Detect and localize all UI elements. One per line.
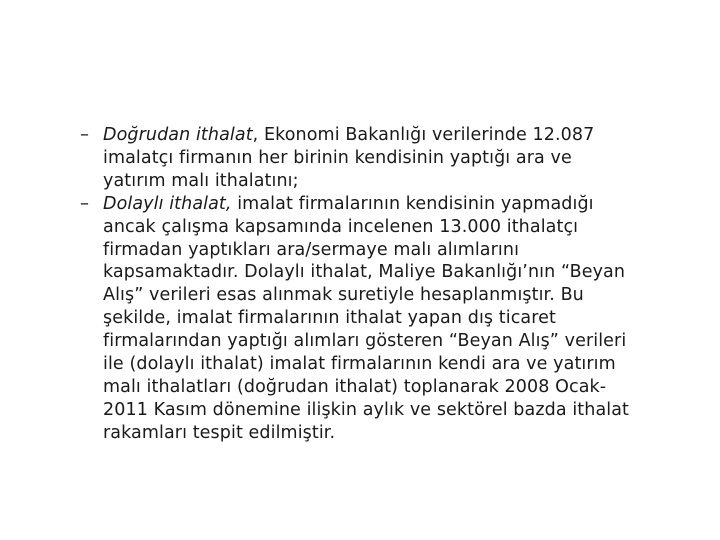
bullet-line: firmalarından yaptığı alımları gösteren “Beyan Alış” verileri: [103, 331, 627, 352]
bullet-line: imalatçı firmanın her birinin kendisinin yaptığı ara ve: [103, 147, 572, 168]
bullet-line: [103, 193, 680, 216]
bullet-line: firmadan yaptıkları ara/sermaye malı alımlarını: [103, 239, 520, 260]
bullet-line: Alış” verileri esas alınmak suretiyle hesaplanmıştır. Bu: [103, 285, 584, 306]
bullet-text: , Ekonomi Bakanlığı verilerinde 12.087: [252, 125, 595, 145]
bullet-line: [103, 124, 680, 147]
bullet-line: 2011 Kasım dönemine ilişkin aylık ve sektörel bazda ithalat: [103, 399, 630, 420]
bullet-line: rakamları tespit edilmiştir.: [103, 422, 336, 443]
bullet-list: [80, 124, 680, 445]
bullet-line: ancak çalışma kapsamında incelenen 13.000 ithalatçı: [103, 216, 579, 237]
bullet-line: kapsamaktadır. Dolaylı ithalat, Maliye Bakanlığı’nın “Beyan: [103, 262, 626, 283]
bullet-line: yatırım malı ithalatını;: [103, 170, 299, 191]
bullet-line: malı ithalatları (doğrudan ithalat) toplanarak 2008 Ocak-: [103, 376, 607, 397]
dash-bullet-marker: –: [80, 192, 90, 214]
bullet-indirect-import: [80, 193, 680, 445]
bullet-line: şekilde, imalat firmalarının ithalat yapan dış ticaret: [103, 308, 556, 329]
bullet-direct-import: [80, 124, 680, 193]
bullet-text: imalat firmalarının kendisinin yapmadığı: [231, 193, 594, 214]
bullet-lead-term: Dolaylı ithalat,: [103, 193, 232, 214]
bullet-lead-term: Doğrudan ithalat: [103, 125, 253, 145]
bullet-line: ile (dolaylı ithalat) imalat firmalarının kendi ara ve yatırım: [103, 354, 616, 375]
dash-bullet-marker: –: [80, 124, 90, 145]
